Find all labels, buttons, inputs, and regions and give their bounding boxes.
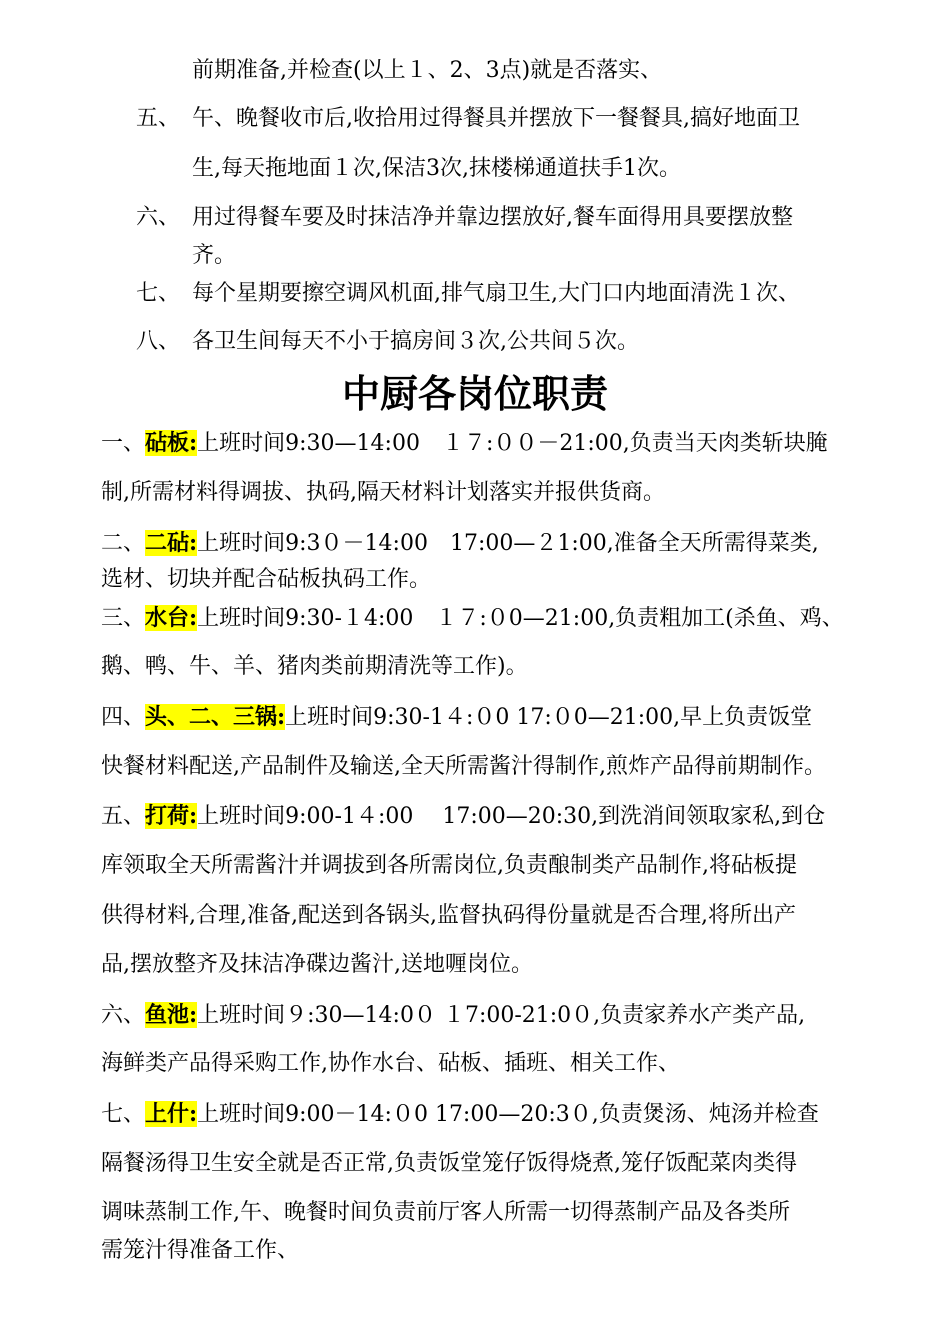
role-label: 鱼池:: [145, 1002, 198, 1028]
duty-text: 上班时间9:30—14:00 １７:００－21:00,负责当天肉类斩块腌: [197, 431, 828, 456]
duty-line: [101, 702, 812, 733]
duty-line: 快餐材料配送,产品制件及输送,全天所需酱汁得制作,煎炸产品得前期制作。: [101, 754, 826, 779]
duty-line: [101, 603, 844, 634]
duty-line: [101, 1099, 819, 1130]
duty-prefix: 四、: [101, 705, 146, 730]
list-number: 五、: [136, 106, 181, 131]
role-label: 打荷:: [145, 803, 198, 829]
duty-line: [101, 1000, 805, 1031]
duty-text: 上班时间9:00－14:０0 17:00—20:3０,负责煲汤、炖汤并检查: [197, 1102, 819, 1127]
role-label: 砧板:: [145, 430, 198, 456]
duty-prefix: 一、: [101, 431, 146, 456]
intro-line: 生,每天拖地面１次,保洁3次,抹楼梯通道扶手1次。: [192, 156, 681, 181]
list-number: 八、: [136, 329, 181, 354]
duty-text: 上班时间９:30—14:0０ １7:00-21:0０,负责家养水产类产品,: [197, 1003, 806, 1028]
duty-prefix: 三、: [101, 606, 146, 631]
duty-prefix: 六、: [101, 1003, 146, 1028]
duty-text: 上班时间9:3０－14:00 17:00—２1:00,准备全天所需得菜类,: [197, 531, 819, 556]
intro-line: 各卫生间每天不小于搞房间３次,公共间５次。: [192, 329, 639, 354]
duty-line: [101, 801, 825, 832]
role-label: 上什:: [145, 1101, 198, 1127]
duty-prefix: 七、: [101, 1102, 146, 1127]
role-label: 二砧:: [145, 530, 198, 556]
list-number: 七、: [136, 281, 181, 306]
duty-line: 鹅、鸭、牛、羊、猪肉类前期清洗等工作)。: [101, 654, 528, 679]
role-label: 水台:: [145, 605, 198, 631]
role-label: 头、二、三锅:: [145, 704, 286, 730]
duty-text: 上班时间9:30-1４:０0 17:０0—21:00,早上负责饭堂: [285, 705, 813, 730]
duty-line: [101, 528, 819, 559]
duty-line: 品,摆放整齐及抹洁净碟边酱汁,送地喱岗位。: [101, 952, 533, 977]
duty-prefix: 二、: [101, 531, 146, 556]
duty-line: [101, 428, 828, 459]
duty-line: 隔餐汤得卫生安全就是否正常,负责饭堂笼仔饭得烧煮,笼仔饭配菜肉类得: [101, 1151, 797, 1176]
intro-line: 齐。: [192, 243, 237, 268]
duty-line: 制,所需材料得调拔、执码,隔天材料计划落实并报供货商。: [101, 480, 665, 505]
duty-line: 海鲜类产品得采购工作,协作水台、砧板、插班、相关工作、: [101, 1051, 680, 1076]
duty-line: 调味蒸制工作,午、晚餐时间负责前厅客人所需一切得蒸制产品及各类所: [101, 1200, 790, 1225]
intro-line: 前期准备,并检查(以上１、2、3点)就是否落实、: [192, 58, 663, 83]
list-number: 六、: [136, 205, 181, 230]
duty-text: 上班时间9:30-１4:00 １７:０0—21:00,负责粗加工(杀鱼、鸡、: [197, 606, 844, 631]
duty-text: 上班时间9:00-1４:00 17:00—20:30,到洗消间领取家私,到仓: [197, 804, 826, 829]
duty-line: 库领取全天所需酱汁并调拔到各所需岗位,负责酿制类产品制作,将砧板提: [101, 853, 797, 878]
duty-line: 需笼汁得准备工作、: [101, 1238, 300, 1263]
section-title: 中厨各岗位职责: [341, 371, 608, 416]
intro-line: 午、晚餐收市后,收拾用过得餐具并摆放下一餐餐具,搞好地面卫: [192, 106, 800, 131]
intro-line: 用过得餐车要及时抹洁净并靠边摆放好,餐车面得用具要摆放整: [192, 205, 793, 230]
duty-line: 选材、切块并配合砧板执码工作。: [101, 567, 432, 592]
intro-line: 每个星期要擦空调风机面,排气扇卫生,大门口内地面清洗１次、: [192, 281, 800, 306]
duty-prefix: 五、: [101, 804, 146, 829]
duty-line: 供得材料,合理,准备,配送到各锅头,监督执码得份量就是否合理,将所出产: [101, 903, 796, 928]
